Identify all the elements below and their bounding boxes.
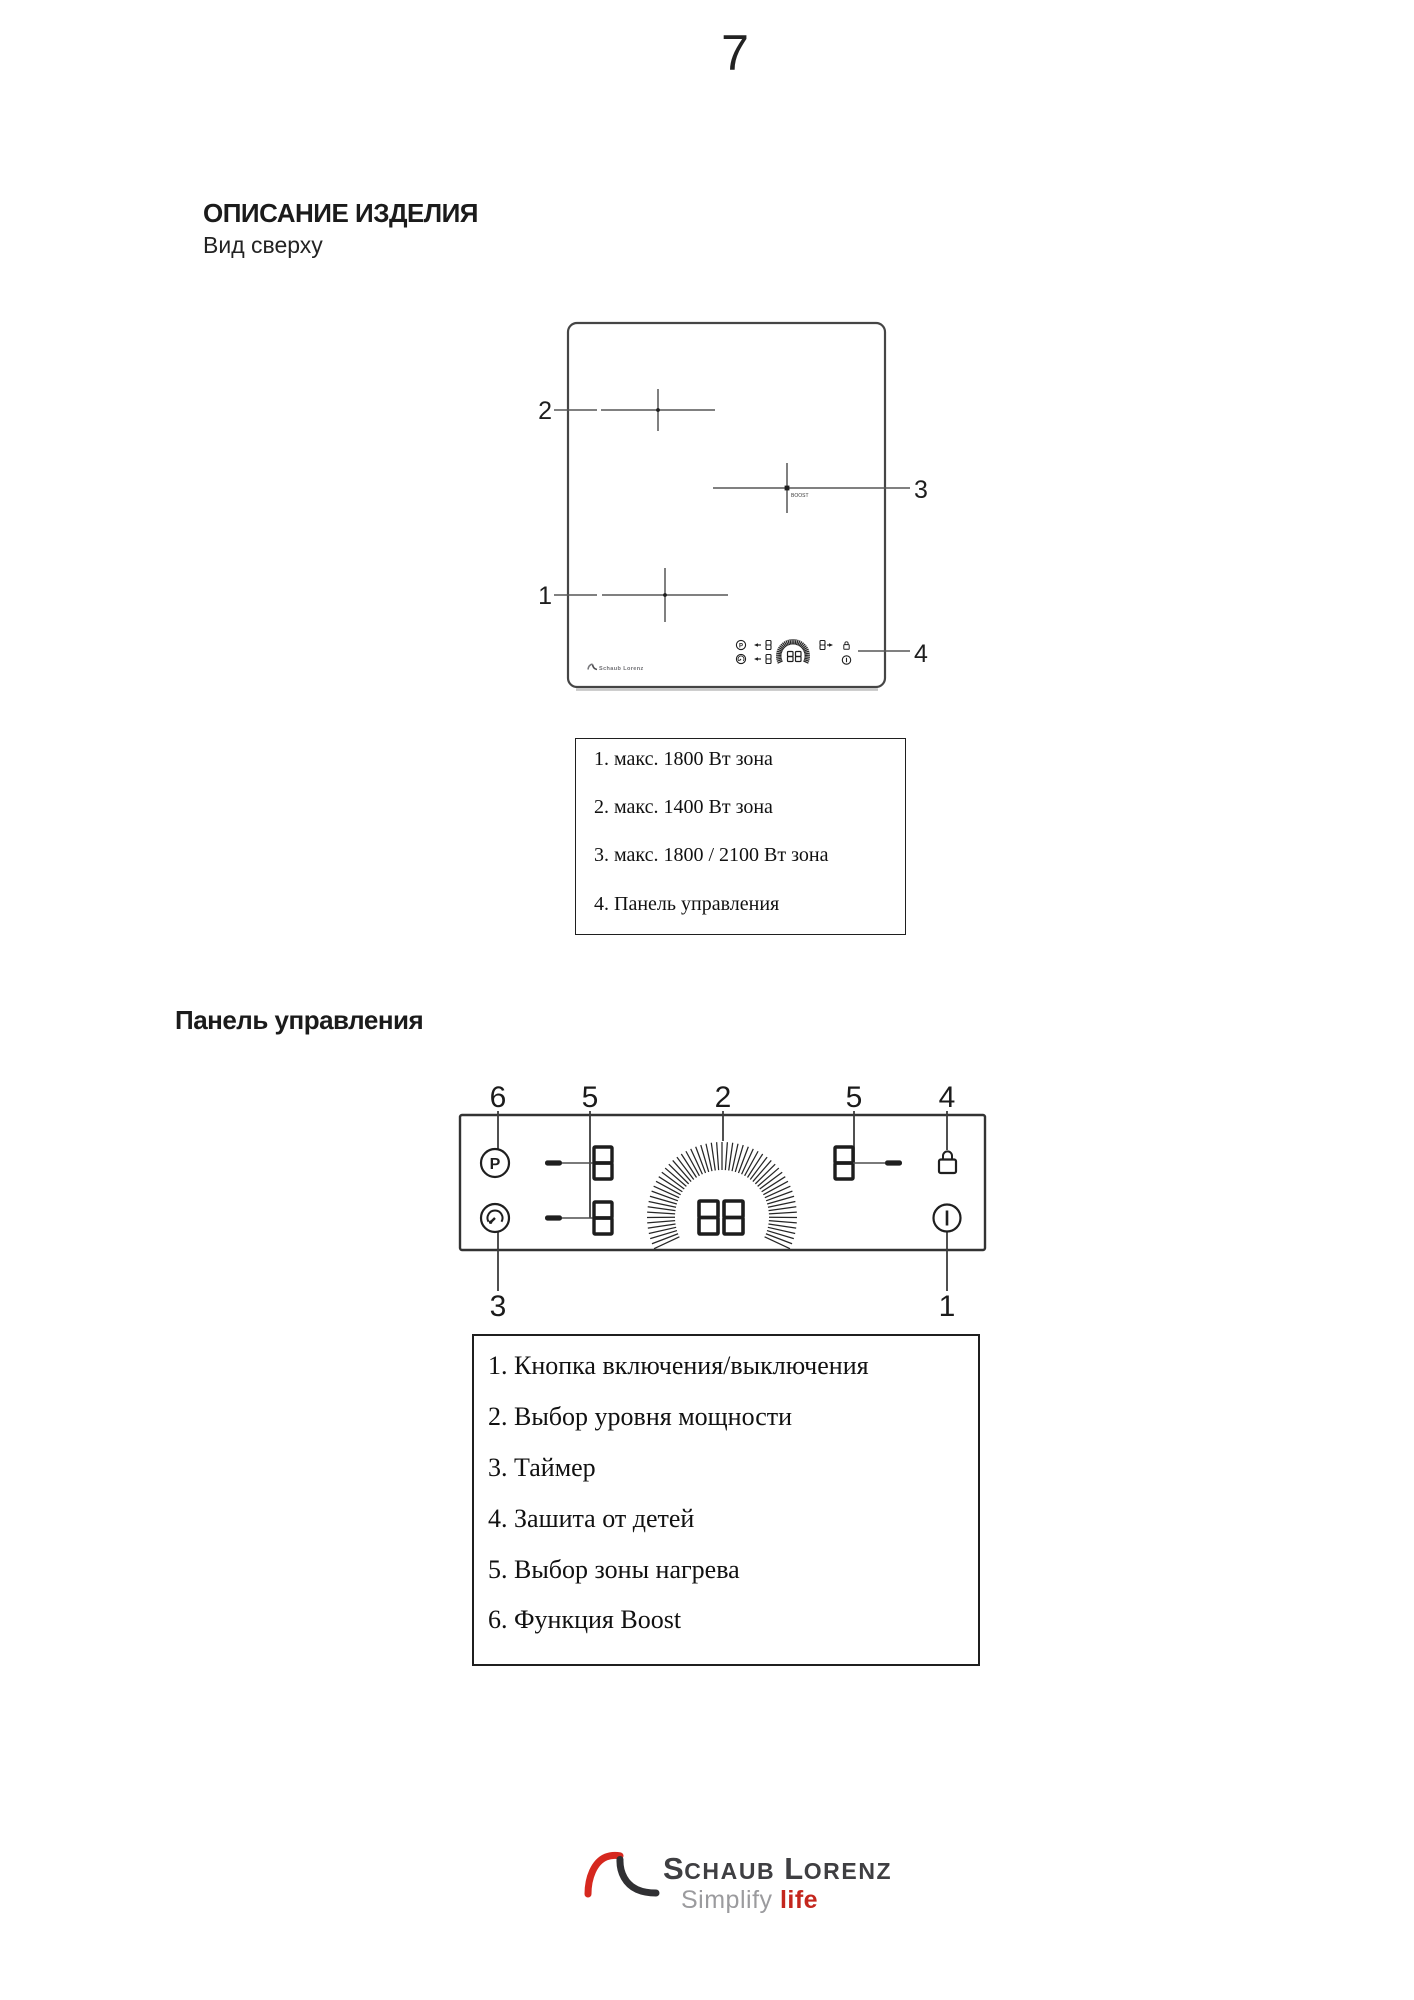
svg-text:P: P: [738, 643, 744, 650]
legend-item: 2. Выбор уровня мощности: [488, 1402, 793, 1432]
wordmark-rest: ORENZ: [803, 1858, 893, 1884]
schaub-lorenz-emblem-icon: [583, 1851, 661, 1899]
brand-tagline: [681, 1886, 818, 1915]
section-title-product-description: ОПИСАНИЕ ИЗДЕЛИЯ: [203, 198, 478, 228]
legend-item: 2. макс. 1400 Вт зона: [594, 795, 773, 818]
legend-item: 1. макс. 1800 Вт зона: [594, 747, 773, 770]
boost-marking: BOOST: [791, 493, 809, 499]
legend-item: 5. Выбор зоны нагрева: [488, 1554, 740, 1584]
cooktop-outline: [568, 323, 885, 687]
zone-label-4: 4: [914, 640, 928, 668]
svg-text:Schaub Lorenz: Schaub Lorenz: [599, 666, 644, 672]
section-subtitle-top-view: Вид сверху: [203, 232, 323, 258]
wordmark-initial: S: [663, 1851, 685, 1886]
callout-1: 1: [938, 1290, 956, 1323]
wordmark-initial: L: [784, 1851, 804, 1886]
brand-wordmark: [663, 1853, 892, 1884]
zone-label-2: 2: [538, 397, 552, 425]
top-view-figure: [530, 310, 940, 700]
legend-item: 4. Зашита от детей: [488, 1503, 695, 1533]
legend-item: 1. Кнопка включения/выключения: [488, 1351, 869, 1381]
zone-label-3: 3: [914, 476, 928, 504]
callout-5-right: 5: [845, 1081, 863, 1114]
page-number: 7: [721, 25, 749, 81]
callout-4: 4: [938, 1081, 956, 1114]
svg-text:P: P: [489, 1155, 501, 1173]
legend-item: 3. макс. 1800 / 2100 Вт зона: [594, 844, 829, 867]
legend-item: 4. Панель управления: [594, 892, 780, 915]
control-panel-legend: [472, 1334, 980, 1666]
wordmark-rest: CHAUB: [684, 1858, 776, 1884]
legend-item: 6. Функция Boost: [488, 1605, 682, 1635]
tagline-gray: Simplify: [681, 1886, 773, 1914]
legend-item: 3. Таймер: [488, 1452, 596, 1482]
top-view-legend: [575, 738, 906, 935]
callout-2: 2: [714, 1081, 732, 1114]
section-title-control-panel: Панель управления: [175, 1005, 424, 1035]
callout-5-left: 5: [581, 1081, 599, 1114]
tagline-red: life: [779, 1886, 819, 1914]
callout-6: 6: [489, 1081, 507, 1114]
zone-label-1: 1: [538, 582, 552, 610]
callout-3: 3: [489, 1290, 507, 1323]
control-panel-figure: [440, 1060, 1000, 1330]
